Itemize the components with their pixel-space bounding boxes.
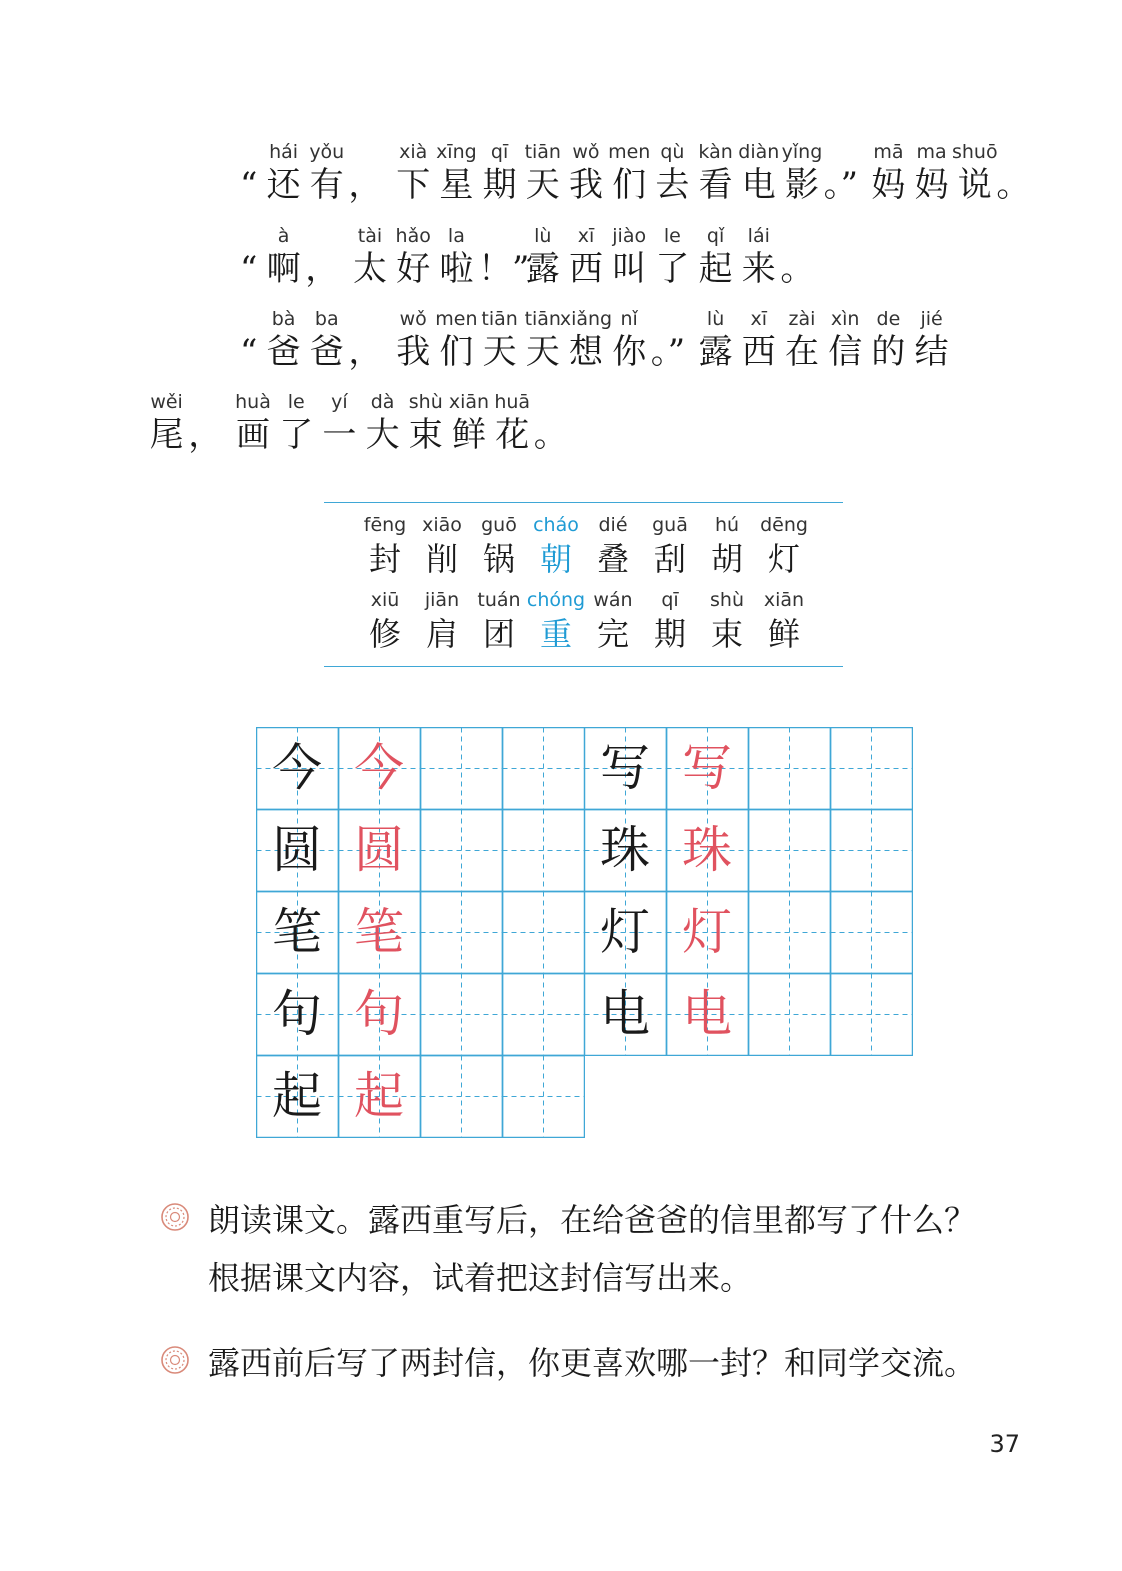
hanzi: 来 <box>741 249 776 289</box>
hanzi: 起 <box>698 249 733 289</box>
pinyin: jiào <box>612 225 647 247</box>
hanzi: 完 <box>596 615 629 653</box>
hanzi: 啊 <box>266 249 301 289</box>
hanzi: 们 <box>439 332 474 372</box>
pinyin: tuán <box>477 589 521 611</box>
pinyin: qī <box>661 589 679 611</box>
trace-character-cell <box>666 973 748 1055</box>
recognition-row-2 <box>356 588 816 658</box>
hanzi: 。” <box>650 332 686 372</box>
model-character: 电 <box>600 985 650 1043</box>
recognition-character <box>755 513 813 581</box>
hanzi: 束 <box>408 415 443 455</box>
hanzi: 们 <box>612 165 647 205</box>
pinyin: xiū <box>370 589 400 611</box>
trace-character: 笔 <box>354 903 404 961</box>
exercise-1-text-line-2: 根据课文内容，试着把这封信写出来。 <box>208 1259 753 1297</box>
hanzi: 削 <box>425 540 458 578</box>
pinyin: dié <box>598 514 628 536</box>
pinyin: wán <box>593 589 633 611</box>
pinyin: xī <box>750 308 768 330</box>
hanzi: 束 <box>710 615 743 653</box>
hanzi: 结 <box>914 332 949 372</box>
trace-character: 圆 <box>354 821 404 879</box>
hanzi: 朝 <box>539 540 572 578</box>
hanzi: 。 <box>780 249 815 289</box>
pinyin: qù <box>660 141 685 163</box>
pinyin: bà <box>271 308 296 330</box>
pinyin: xiāo <box>422 514 462 536</box>
pinyin: xī <box>577 225 595 247</box>
hanzi: 妈 <box>871 165 906 205</box>
pinyin: lái <box>747 225 770 247</box>
pinyin: qǐ <box>706 225 725 247</box>
hanzi: 灯 <box>767 540 800 578</box>
hanzi: 信 <box>828 332 863 372</box>
hanzi: 啦 <box>439 249 474 289</box>
pinyin: diàn <box>738 141 780 163</box>
pinyin: tiān <box>524 141 561 163</box>
model-character: 写 <box>600 739 650 797</box>
pinyin: qī <box>490 141 509 163</box>
hanzi: 期 <box>482 165 517 205</box>
pinyin <box>760 224 843 248</box>
pinyin: jié <box>920 308 943 330</box>
pinyin: hái <box>269 141 299 163</box>
recognition-row-1 <box>356 513 816 583</box>
model-character-cell <box>256 727 338 809</box>
hanzi: 爸 <box>266 332 301 372</box>
hanzi: 你 <box>612 332 647 372</box>
pinyin: men <box>608 141 651 163</box>
pinyin: à <box>277 225 290 247</box>
pinyin: nǐ <box>620 308 638 330</box>
hanzi: 在 <box>784 332 819 372</box>
hanzi: 大 <box>365 415 400 455</box>
pinyin: wǒ <box>399 308 427 330</box>
pinyin: men <box>435 308 478 330</box>
hanzi: 一 <box>322 415 357 455</box>
hanzi: 露 <box>525 249 560 289</box>
model-character-cell <box>584 809 666 891</box>
pinyin: dà <box>370 391 395 413</box>
hanzi: 爸 <box>309 332 344 372</box>
open-quote: “ <box>240 332 258 372</box>
hanzi: 还 <box>266 165 301 205</box>
pinyin: guō <box>481 514 517 536</box>
pinyin: yǒu <box>309 141 345 163</box>
writing-grid-left <box>256 727 584 1137</box>
trace-character: 写 <box>682 739 732 797</box>
pinyin: cháo <box>533 514 579 536</box>
pinyin: xiǎng <box>559 308 613 330</box>
recognition-character <box>755 588 813 656</box>
pinyin: shuō <box>951 141 998 163</box>
hanzi: 修 <box>368 615 401 653</box>
trace-character-cell <box>666 727 748 809</box>
hanzi: 我 <box>568 165 603 205</box>
exercise-1 <box>160 1195 1040 1305</box>
hanzi: 了 <box>279 415 314 455</box>
hanzi: 重 <box>539 615 572 653</box>
model-character-cell <box>256 891 338 973</box>
hanzi: 叠 <box>596 540 629 578</box>
hanzi: 西 <box>741 332 776 372</box>
pinyin: de <box>876 308 901 330</box>
hanzi: 刮 <box>653 540 686 578</box>
trace-character: 电 <box>682 985 732 1043</box>
hanzi: 团 <box>482 615 515 653</box>
hanzi: 我 <box>396 332 431 372</box>
hanzi: 去 <box>655 165 690 205</box>
pinyin: wěi <box>150 391 183 413</box>
hanzi: 封 <box>368 540 401 578</box>
pinyin: guā <box>652 514 688 536</box>
page-number: 37 <box>989 1430 1020 1458</box>
seal-icon <box>160 1202 190 1232</box>
hanzi: 尾 <box>149 415 184 455</box>
hanzi: ， <box>305 249 340 289</box>
hanzi: 锅 <box>482 540 515 578</box>
pinyin: huà <box>235 391 271 413</box>
pinyin <box>514 390 597 414</box>
hanzi: 。 <box>533 415 568 455</box>
pinyin: shù <box>408 391 443 413</box>
hanzi: 胡 <box>710 540 743 578</box>
pinyin: chóng <box>526 589 586 611</box>
recognition-bottom-rule <box>324 666 843 667</box>
pinyin: yí <box>331 391 348 413</box>
hanzi: 太 <box>352 249 387 289</box>
pinyin: tài <box>357 225 383 247</box>
pinyin: jiān <box>424 589 460 611</box>
pinyin: xìn <box>830 308 860 330</box>
pinyin: la <box>447 225 465 247</box>
model-character: 起 <box>272 1067 322 1125</box>
model-character-cell <box>256 809 338 891</box>
pinyin: xiān <box>763 589 805 611</box>
hanzi: 说 <box>957 165 992 205</box>
pinyin: le <box>663 225 681 247</box>
hanzi: 下 <box>396 165 431 205</box>
seal-icon <box>160 1345 190 1375</box>
trace-character: 灯 <box>682 903 732 961</box>
hanzi: 画 <box>235 415 270 455</box>
pinyin: wǒ <box>572 141 600 163</box>
trace-character-cell <box>338 891 420 973</box>
trace-character-cell <box>338 1055 420 1137</box>
hanzi: 叫 <box>612 249 647 289</box>
model-character: 句 <box>272 985 322 1043</box>
hanzi: 鲜 <box>767 615 800 653</box>
hanzi: 肩 <box>425 615 458 653</box>
pinyin: hǎo <box>395 225 431 247</box>
pinyin: hú <box>714 514 740 536</box>
model-character-cell <box>256 973 338 1055</box>
pinyin: zài <box>788 308 816 330</box>
hanzi: 影 <box>784 165 819 205</box>
pinyin <box>976 140 1059 164</box>
pinyin: shù <box>710 589 744 611</box>
hanzi: 鲜 <box>451 415 486 455</box>
pinyin: xià <box>399 141 428 163</box>
hanzi: 了 <box>655 249 690 289</box>
hanzi: ， <box>188 415 223 455</box>
trace-character-cell <box>338 727 420 809</box>
hanzi: 西 <box>568 249 603 289</box>
hanzi: 花 <box>495 415 530 455</box>
pinyin: kàn <box>698 141 733 163</box>
model-character: 笔 <box>272 903 322 961</box>
model-character: 圆 <box>272 821 322 879</box>
hanzi: 妈 <box>914 165 949 205</box>
pinyin: ba <box>314 308 339 330</box>
trace-character-cell <box>338 973 420 1055</box>
exercise-2-text-line-1: 露西前后写了两封信，你更喜欢哪一封？和同学交流。 <box>208 1344 977 1382</box>
hanzi: ！” <box>478 249 530 289</box>
hanzi: 电 <box>741 165 776 205</box>
hanzi: 天 <box>525 165 560 205</box>
pinyin: mā <box>873 141 904 163</box>
hanzi: 看 <box>698 165 733 205</box>
hanzi: 想 <box>568 332 603 372</box>
model-character-cell <box>584 727 666 809</box>
trace-character: 起 <box>354 1067 404 1125</box>
trace-character-cell <box>666 891 748 973</box>
hanzi: 。” <box>823 165 858 205</box>
pinyin: huā <box>494 391 531 413</box>
model-character-cell <box>256 1055 338 1137</box>
pinyin: tiān <box>524 308 561 330</box>
trace-character-cell <box>666 809 748 891</box>
pinyin: yǐng <box>781 141 823 163</box>
hanzi: 星 <box>439 165 474 205</box>
model-character: 灯 <box>600 903 650 961</box>
trace-character: 珠 <box>682 821 732 879</box>
hanzi: 天 <box>482 332 517 372</box>
hanzi: 期 <box>653 615 686 653</box>
pinyin: lù <box>534 225 552 247</box>
model-character: 珠 <box>600 821 650 879</box>
pinyin: dēng <box>760 514 808 536</box>
model-character-cell <box>584 891 666 973</box>
hanzi: 露 <box>698 332 733 372</box>
exercise-1-text-line-1: 朗读课文。露西重写后，在给爸爸的信里都写了什么？ <box>208 1201 977 1239</box>
hanzi: ， <box>348 165 383 205</box>
pinyin: ma <box>916 141 947 163</box>
recognition-top-rule <box>324 502 843 503</box>
hanzi: ， <box>348 332 383 372</box>
open-quote: “ <box>240 165 258 205</box>
model-character: 今 <box>272 739 322 797</box>
hanzi: 有 <box>309 165 344 205</box>
pinyin: le <box>287 391 305 413</box>
pinyin: xiān <box>448 391 490 413</box>
hanzi: 好 <box>396 249 431 289</box>
pinyin: tiān <box>481 308 518 330</box>
hanzi: 。 <box>996 165 1031 205</box>
hanzi: 的 <box>871 332 906 372</box>
trace-character-cell <box>338 809 420 891</box>
hanzi: 天 <box>525 332 560 372</box>
exercise-2 <box>160 1338 1040 1388</box>
open-quote: “ <box>240 249 258 289</box>
writing-grid-right <box>584 727 912 1055</box>
pinyin: fēng <box>363 514 407 536</box>
trace-character: 句 <box>354 985 404 1043</box>
pinyin: xīng <box>436 141 477 163</box>
model-character-cell <box>584 973 666 1055</box>
pinyin: lù <box>706 308 725 330</box>
trace-character: 今 <box>354 739 404 797</box>
